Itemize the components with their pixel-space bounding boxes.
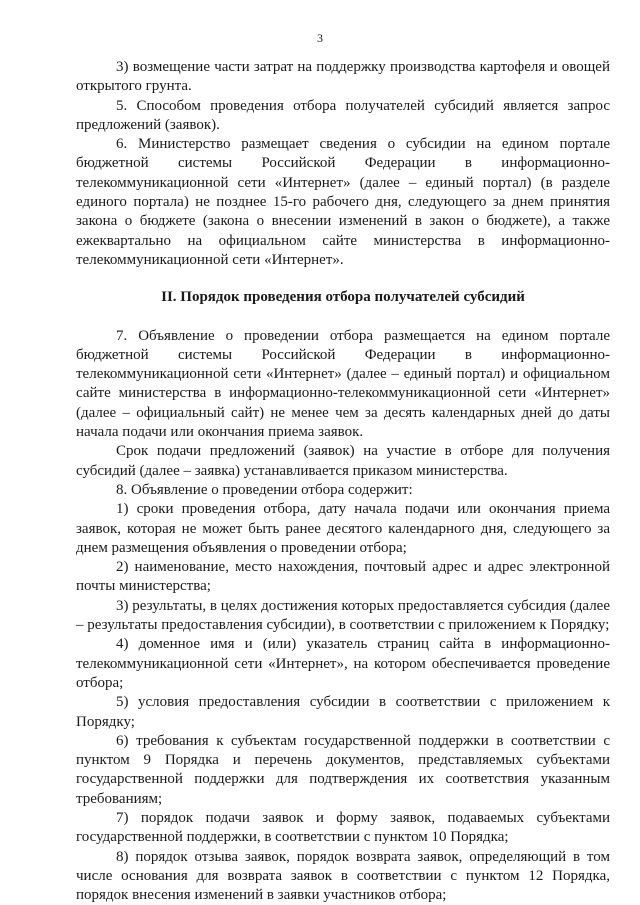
- list-item-4-domain-name: 4) доменное имя и (или) указатель страниц сайта в информационно-телекоммуникационной сети «Интернет», на котором обеспечивается проведение отбора;: [76, 636, 610, 691]
- list-item-5-conditions: 5) условия предоставления субсидии в соответствии с приложением к Порядку;: [76, 694, 610, 730]
- list-item-7-application-procedure: 7) порядок подачи заявок и форму заявок, подаваемых субъектами государственной поддержки, в соответствии с пунктом 10 Порядка;: [76, 809, 610, 846]
- list-item-6-requirements: 6) требования к субъектам государственной поддержки в соответствии с пунктом 9 Порядка и перечень документов, представляемых субъектами государственной поддержки для подтверждения их соответствия указанным требованиям;: [76, 732, 610, 807]
- paragraph-item-3-potatoes: 3) возмещение части затрат на поддержку производства картофеля и овощей открытого грунта.: [76, 59, 610, 95]
- paragraph-8-announcement-contents: 8. Объявление о проведении отбора содержит:: [116, 481, 413, 498]
- paragraph-5-selection-method: 5. Способом проведения отбора получателей субсидий является запрос предложений (заявок).: [76, 97, 610, 133]
- page-number: 3: [317, 31, 323, 45]
- list-item-3-results: 3) результаты, в целях достижения которых предоставляется субсидия (далее – результаты предоставления субсидии), в соответствии с приложением к Порядку;: [76, 597, 610, 634]
- paragraph-6-ministry-publication: 6. Министерство размещает сведения о субсидии на едином портале бюджетной системы Российской Федерации в информационно-телекоммуникационной сети «Интернет» (далее – единый портал) (в разделе единого портала) не позднее 15-го рабочего дня, следующего за днем принятия закона о бюджете (закона о внесении изменений в закон о бюджете), а также ежеквартально на официальном сайте министерства в информационно-телекоммуникационной сети «Интернет».: [76, 136, 610, 268]
- list-item-2-ministry-contacts: 2) наименование, место нахождения, почтовый адрес и адрес электронной почты министерства;: [76, 559, 610, 595]
- section-heading: II. Порядок проведения отбора получателей субсидий: [161, 289, 525, 306]
- paragraph-submission-deadline: Срок подачи предложений (заявок) на участие в отборе для получения субсидий (далее – заявка) устанавливается приказом министерства.: [76, 443, 610, 479]
- list-item-8-withdrawal-procedure: 8) порядок отзыва заявок, порядок возврата заявок, определяющий в том числе основания для возврата заявок в соответствии с пунктом 12 Порядка, порядок внесения изменений в заявки участников отбора;: [76, 848, 610, 904]
- paragraph-7-announcement: 7. Объявление о проведении отбора размещается на едином портале бюджетной системы Российской Федерации в информационно-телекоммуникационной сети «Интернет» (далее – единый портал) и официальном сайте министерства в информационно-телекоммуникационной сети «Интернет» (далее – официальный сайт) не менее чем за десять календарных дней до даты начала подачи или окончания приема заявок.: [76, 327, 610, 441]
- list-item-1-deadlines: 1) сроки проведения отбора, дату начала подачи или окончания приема заявок, которая не может быть ранее десятого календарного дня, следующего за днем размещения объявления о проведении отбора;: [76, 501, 610, 556]
- document-body: [76, 58, 610, 905]
